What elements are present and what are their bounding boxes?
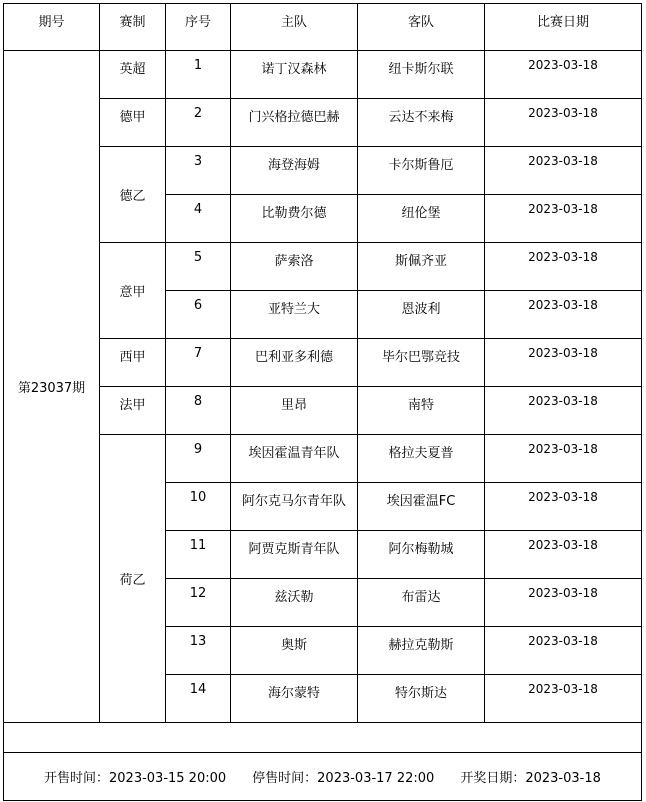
table-row <box>4 99 642 147</box>
seq-cell: 11 <box>166 531 231 579</box>
away-cell: 埃因霍温FC <box>358 483 485 531</box>
table-row <box>4 339 642 387</box>
home-cell: 阿贾克斯青年队 <box>231 531 358 579</box>
header-period: 期号 <box>4 4 100 51</box>
sale-start-time: 开售时间：2023-03-15 20:00 <box>44 771 227 786</box>
away-cell: 阿尔梅勒城 <box>358 531 485 579</box>
away-cell: 格拉夫夏普 <box>358 435 485 483</box>
date-cell: 2023-03-18 <box>485 435 642 483</box>
away-cell: 斯佩齐亚 <box>358 243 485 291</box>
away-cell: 特尔斯达 <box>358 675 485 723</box>
table-row <box>4 147 642 195</box>
away-cell: 布雷达 <box>358 579 485 627</box>
date-cell: 2023-03-18 <box>485 339 642 387</box>
away-cell: 云达不来梅 <box>358 99 485 147</box>
header-date: 比赛日期 <box>485 4 642 51</box>
footer-row <box>4 753 642 801</box>
date-cell: 2023-03-18 <box>485 51 642 99</box>
seq-cell: 8 <box>166 387 231 435</box>
away-cell: 南特 <box>358 387 485 435</box>
home-cell: 门兴格拉德巴赫 <box>231 99 358 147</box>
date-cell: 2023-03-18 <box>485 291 642 339</box>
seq-cell: 7 <box>166 339 231 387</box>
draw-date: 开奖日期：2023-03-18 <box>460 771 601 786</box>
seq-cell: 4 <box>166 195 231 243</box>
table-row <box>4 435 642 483</box>
home-cell: 海尔蒙特 <box>231 675 358 723</box>
date-cell: 2023-03-18 <box>485 579 642 627</box>
date-cell: 2023-03-18 <box>485 243 642 291</box>
league-cell: 西甲 <box>100 339 166 387</box>
date-cell: 2023-03-18 <box>485 99 642 147</box>
seq-cell: 14 <box>166 675 231 723</box>
away-cell: 纽伦堡 <box>358 195 485 243</box>
sale-info-cell <box>4 753 642 801</box>
away-cell: 恩波利 <box>358 291 485 339</box>
table-row <box>4 243 642 291</box>
home-cell: 里昂 <box>231 387 358 435</box>
seq-cell: 13 <box>166 627 231 675</box>
home-cell: 兹沃勒 <box>231 579 358 627</box>
date-cell: 2023-03-18 <box>485 195 642 243</box>
header-home: 主队 <box>231 4 358 51</box>
table-row <box>4 51 642 99</box>
sale-stop-time: 停售时间：2023-03-17 22:00 <box>252 771 435 786</box>
date-cell: 2023-03-18 <box>485 675 642 723</box>
home-cell: 萨索洛 <box>231 243 358 291</box>
home-cell: 海登海姆 <box>231 147 358 195</box>
home-cell: 阿尔克马尔青年队 <box>231 483 358 531</box>
header-away: 客队 <box>358 4 485 51</box>
away-cell: 毕尔巴鄂竞技 <box>358 339 485 387</box>
seq-cell: 6 <box>166 291 231 339</box>
league-cell: 英超 <box>100 51 166 99</box>
header-row <box>4 4 642 51</box>
seq-cell: 10 <box>166 483 231 531</box>
away-cell: 赫拉克勒斯 <box>358 627 485 675</box>
lottery-schedule-table <box>3 3 642 801</box>
away-cell: 卡尔斯鲁厄 <box>358 147 485 195</box>
date-cell: 2023-03-18 <box>485 147 642 195</box>
spacer-row <box>4 723 642 753</box>
header-league: 赛制 <box>100 4 166 51</box>
league-cell: 法甲 <box>100 387 166 435</box>
league-cell: 意甲 <box>100 243 166 339</box>
date-cell: 2023-03-18 <box>485 387 642 435</box>
home-cell: 巴利亚多利德 <box>231 339 358 387</box>
league-cell: 德乙 <box>100 147 166 243</box>
league-cell: 荷乙 <box>100 435 166 723</box>
seq-cell: 1 <box>166 51 231 99</box>
home-cell: 埃因霍温青年队 <box>231 435 358 483</box>
seq-cell: 3 <box>166 147 231 195</box>
home-cell: 诺丁汉森林 <box>231 51 358 99</box>
seq-cell: 5 <box>166 243 231 291</box>
seq-cell: 9 <box>166 435 231 483</box>
table-row <box>4 387 642 435</box>
home-cell: 亚特兰大 <box>231 291 358 339</box>
league-cell: 德甲 <box>100 99 166 147</box>
date-cell: 2023-03-18 <box>485 483 642 531</box>
period-cell: 第23037期 <box>4 51 100 723</box>
empty-row <box>4 723 642 753</box>
seq-cell: 2 <box>166 99 231 147</box>
date-cell: 2023-03-18 <box>485 627 642 675</box>
home-cell: 比勒费尔德 <box>231 195 358 243</box>
header-seq: 序号 <box>166 4 231 51</box>
home-cell: 奥斯 <box>231 627 358 675</box>
seq-cell: 12 <box>166 579 231 627</box>
date-cell: 2023-03-18 <box>485 531 642 579</box>
away-cell: 纽卡斯尔联 <box>358 51 485 99</box>
